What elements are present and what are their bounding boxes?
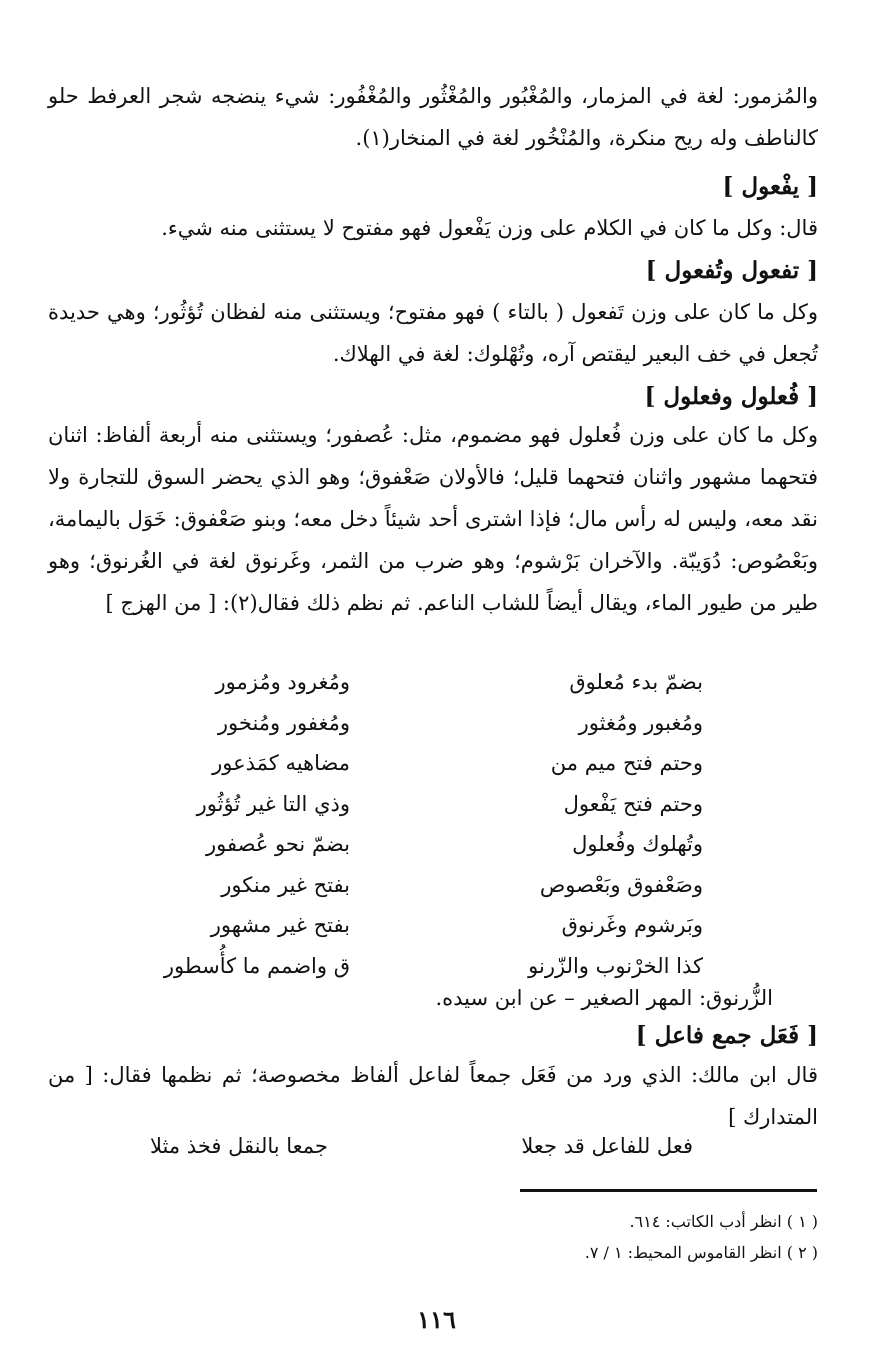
poem-hemistich-right: فعل للفاعل قد جعلا [521,1134,693,1158]
poem-line [120,743,703,784]
poem-line [120,784,703,825]
heading-yafool: [ يفْعول ] [722,173,818,200]
heading-tafool: [ تفعول وتُفعول ] [645,257,818,284]
poem-line [120,703,703,744]
poem-hemistich-right: وحتم فتح ميم من [550,751,703,776]
poem-hemistich-left: مضاهيه كمَذعور [212,751,350,776]
poem-hemistich-left: بفتح غير منكور [221,872,350,897]
poem-hemistich-right: وتُهلوك وفُعلول [572,832,703,857]
poem-hemistich-right: كذا الخرْنوب والزّرنو [528,953,703,978]
poem-hemistich-left: ومُغفور ومُنخور [217,710,350,735]
paragraph-tafool: وكل ما كان على وزن تَفعول ( بالتاء ) فهو مفتوح؛ ويستثنى منه لفظان تُؤثُور؛ وهي حديدة تُجعل في خف البعير ليقتص آره، وتُهْلوك: لغة في الهلاك. [48,300,818,366]
poem-hemistich-right: وبَرشوم وغَرنوق [561,913,703,938]
paragraph-mizmar: والمُزمور: لغة في المزمار، والمُغْبُور والمُغْثُور والمُغْفُور: شيء ينضجه شجر العرفط حلو كالناطف وله ريح منكرة، والمُنْخُور لغة في المنخار(١). [48,84,818,150]
poem-hemistich-right: بضمّ بدء مُعلوق [569,670,703,695]
poem-hemistich-left: وذي التا غير تُؤثُور [196,791,350,816]
poem-hemistich-left: ق واضمم ما كأُسطور [163,953,350,978]
poem-line [120,824,703,865]
poem-hemistich-right: ومُغبور ومُغثور [578,710,703,735]
footnote-2: ( ٢ ) انظر القاموس المحيط: ١ / ٧. [584,1243,818,1262]
poem-hemistich-left: جمعا بالنقل فخذ مثلا [150,1134,328,1158]
heading-faal-jam-fail: [ فَعَل جمع فاعل ] [635,1022,818,1049]
paragraph-yafool: قال: وكل ما كان في الكلام على وزن يَفْعول فهو مفتوح لا يستثنى منه شيء. [161,216,818,240]
footnote-divider [520,1189,817,1192]
poem-mutadarik [150,1134,693,1158]
poem-hemistich-left: ومُغرود ومُزمور [215,670,350,695]
heading-fulool: [ فُعلول وفعلول ] [644,383,818,410]
paragraph-ibn-malik: قال ابن مالك: الذي ورد من فَعَل جمعاً لفاعل ألفاظ مخصوصة؛ ثم نظمها فقال: [ من المتدارك ] [48,1063,818,1129]
poem-line [120,865,703,906]
poem-line [120,905,703,946]
poem-hemistich-left: بفتح غير مشهور [210,913,350,938]
poem-line [120,662,703,703]
paragraph-zurnuq: الزُّرنوق: المهر الصغير – عن ابن سيده. [435,986,773,1010]
footnote-1: ( ١ ) انظر أدب الكاتب: ٦١٤. [629,1212,818,1231]
poem-hemistich-right: وحتم فتح يَفْعول [563,791,703,816]
poem-hemistich-left: بضمّ نحو عُصفور [206,832,350,857]
poem-hazaj [120,662,703,986]
page-number: ١١٦ [417,1305,456,1334]
poem-hemistich-right: وصَعْفوق وبَعْصوص [539,872,703,897]
paragraph-fulool: وكل ما كان على وزن فُعلول فهو مضموم، مثل: عُصفور؛ ويستثنى منه أربعة ألفاظ: اثنان فتحهما مشهور واثنان فتحهما قليل؛ فالأولان صَعْفوق؛ وهو الذي يحضر السوق للتجارة ولا نقد معه، وليس له رأس مال؛ فإذا اشترى أحد شيئاً دخل معه؛ وبنو صَعْفوق: خَوَل باليمامة، وبَعْصُوص: دُوَيبّة. والآخران بَرْشوم؛ وهو ضرب من الثمر، وغَرنوق لغة في الغُرنوق؛ وهو طير من طيور الماء، ويقال أيضاً للشاب الناعم. ثم نظم ذلك فقال(٢): [ من الهزج ] [48,423,818,615]
